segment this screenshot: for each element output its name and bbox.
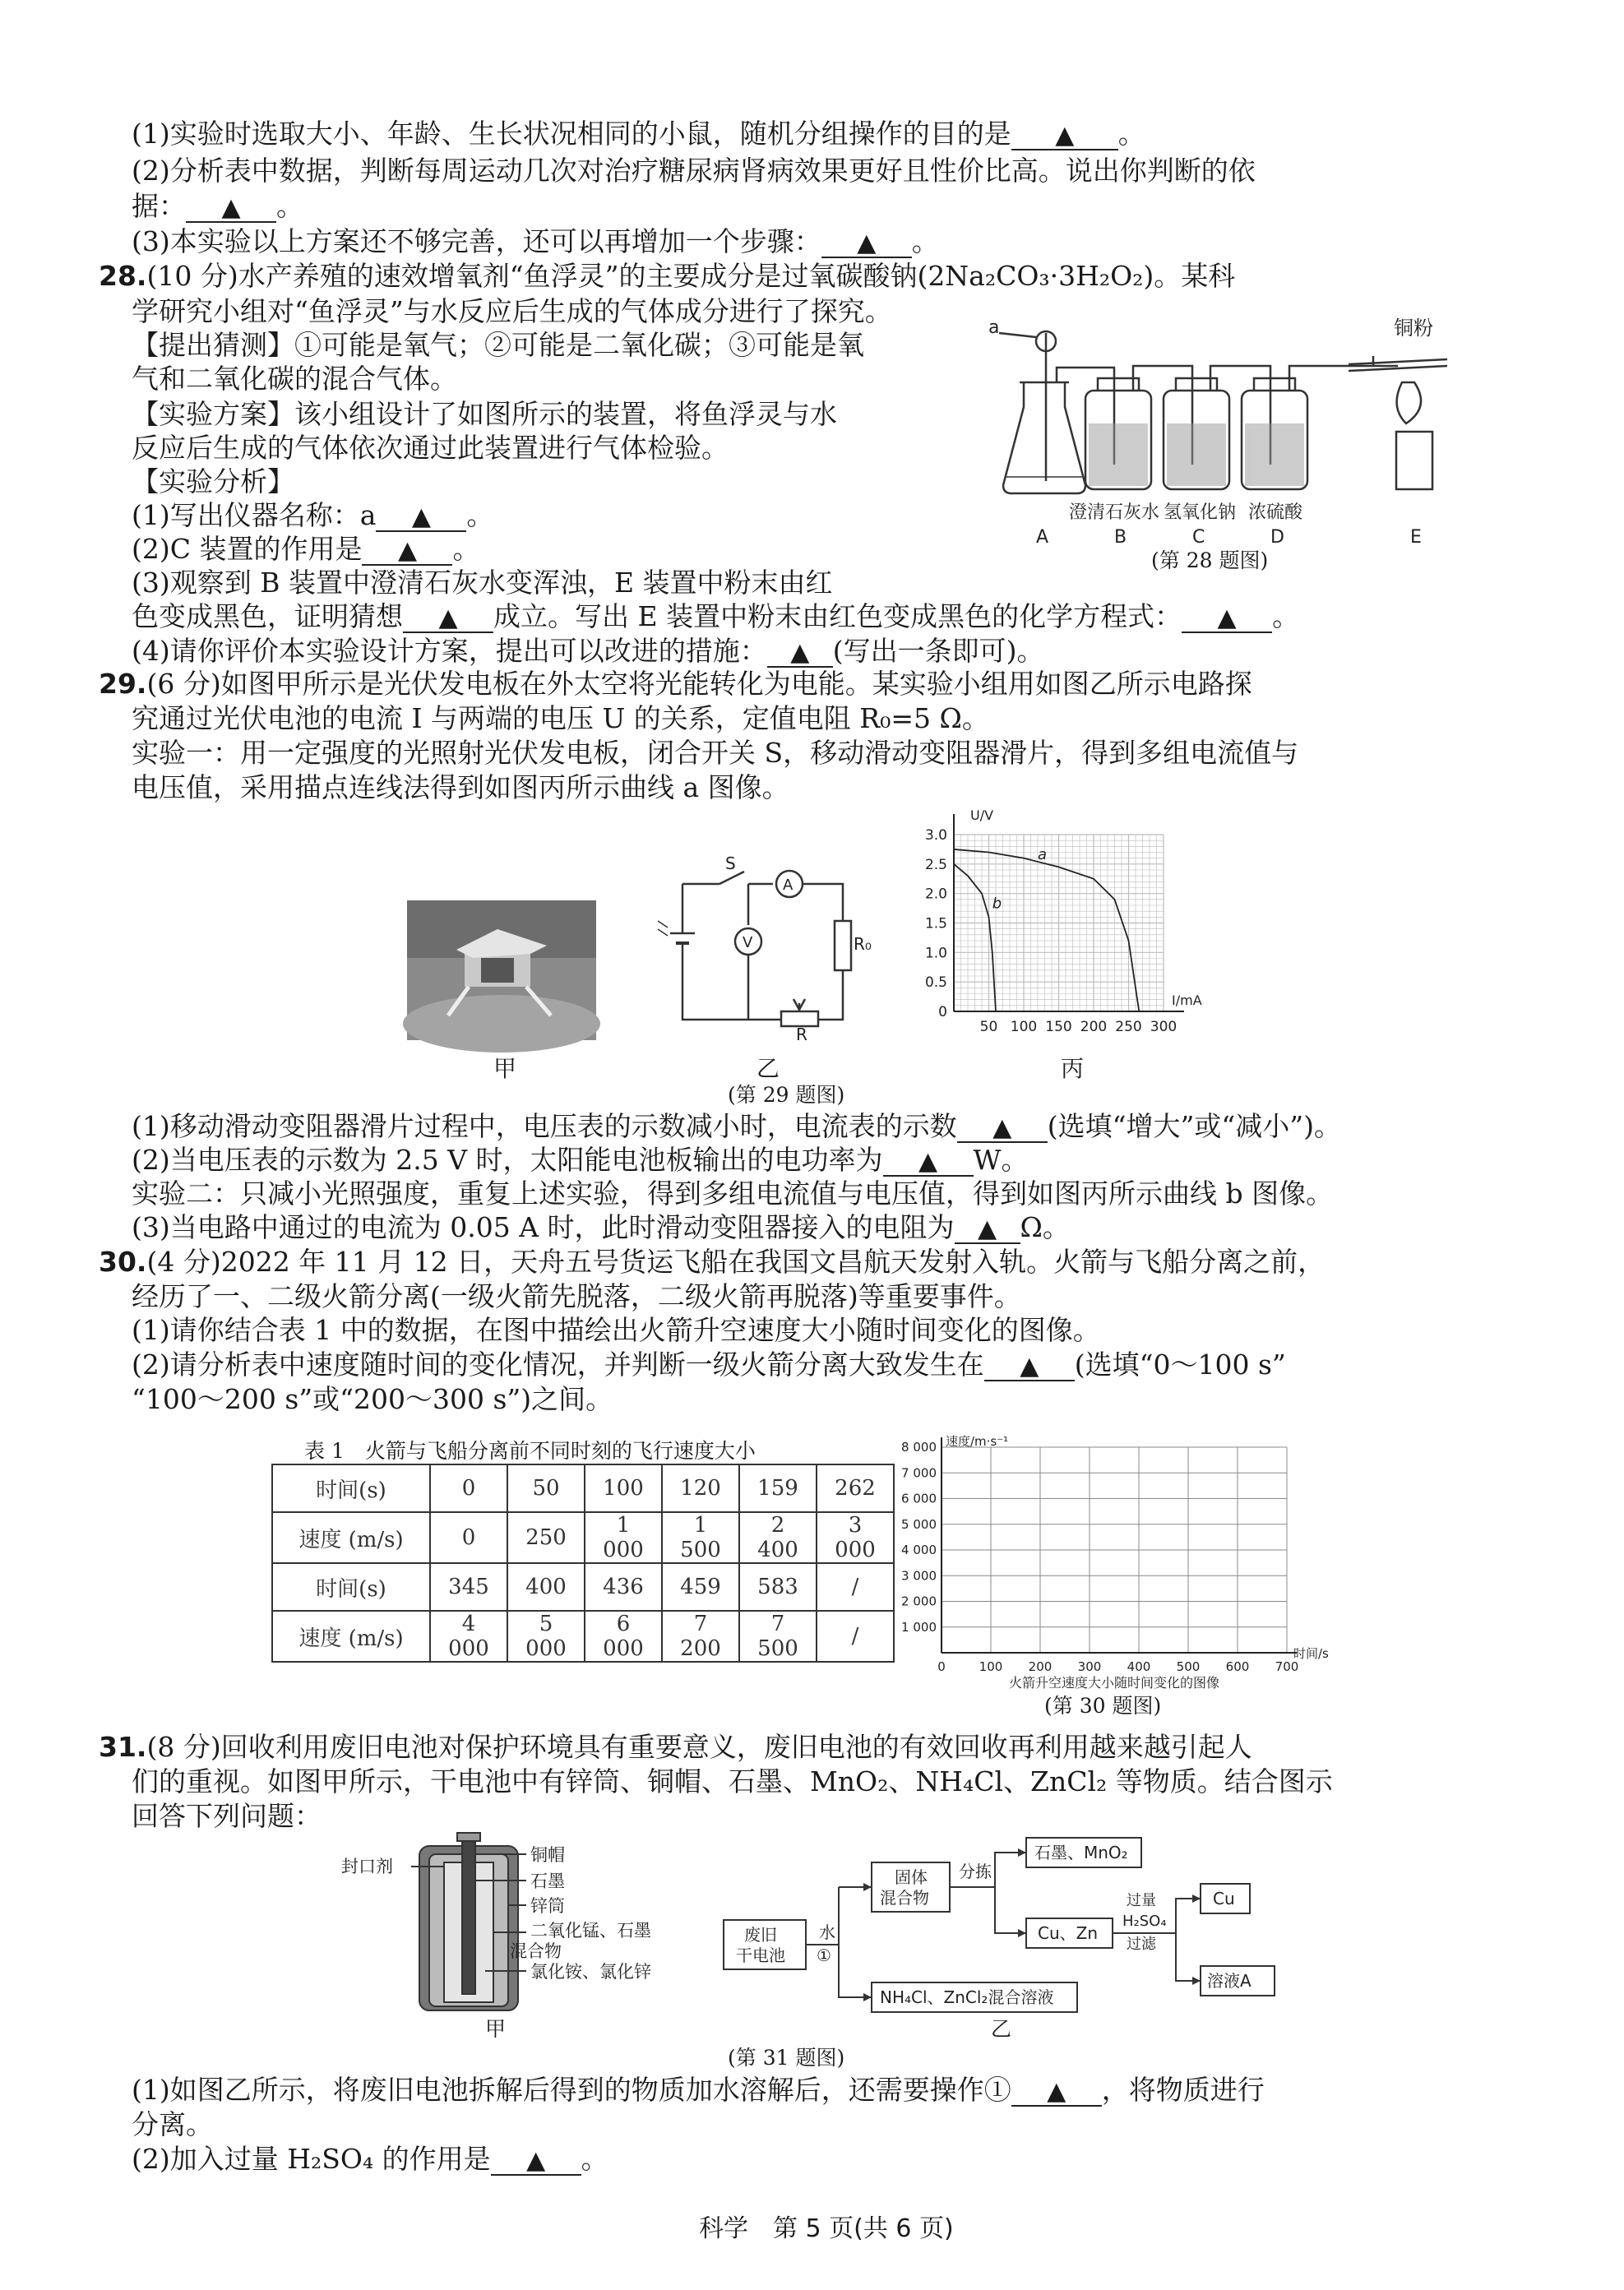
x-tick-label: 100 — [979, 1659, 1003, 1674]
q31-line3: 回答下列问题： — [132, 1800, 322, 1832]
q28-line6: 反应后生成的气体依次通过此装置进行气体检验。 — [132, 432, 729, 464]
q31-fig-jia: 甲 — [485, 2017, 507, 2041]
y-tick-label: 6 000 — [901, 1491, 937, 1506]
y-tick-label: 2.0 — [924, 886, 947, 903]
x-tick-label: 200 — [1028, 1659, 1053, 1674]
label-nh4cl: 氯化铵、氯化锌 — [530, 1962, 651, 1982]
label-a: a — [988, 317, 1000, 338]
answer-blank[interactable]: ▲ — [376, 502, 466, 532]
y-tick-label: 2.5 — [924, 856, 947, 873]
x-tick-label: 500 — [1176, 1659, 1201, 1674]
flow-water: 水 — [819, 1922, 835, 1942]
chart-title: 火箭升空速度大小随时间变化的图像 — [1008, 1675, 1220, 1691]
flow-solid1: 固体 — [895, 1867, 928, 1887]
y-tick-label: 7 000 — [901, 1465, 937, 1481]
flow-waste2: 干电池 — [736, 1945, 785, 1965]
q29-circuit-diagram — [658, 851, 872, 1044]
q29-line1: 29.(6 分)如图甲所示是光伏发电板在外太空将光能转化为电能。某实验小组用如图乙所示电路探 — [99, 668, 1252, 700]
answer-blank[interactable]: ▲ — [957, 1113, 1048, 1143]
q30-speed-table — [271, 1464, 895, 1663]
table-cell: 2 400 — [739, 1512, 817, 1563]
x-tick-label: 300 — [1077, 1659, 1102, 1674]
table-cell: 459 — [662, 1563, 739, 1611]
x-tick-label: 700 — [1275, 1659, 1299, 1674]
q30-line4: (2)请分析表中速度随时间的变化情况，并判断一级火箭分离大致发生在 ▲ (选填“0～100 s” — [132, 1349, 1286, 1381]
q31-line2: 们的重视。如图甲所示，干电池中有锌筒、铜帽、石墨、MnO₂、NH₄Cl、ZnCl₂ 等物质。结合图示 — [132, 1765, 1333, 1797]
table-cell: 4 000 — [430, 1611, 507, 1662]
q29-lander-photo — [407, 900, 596, 1040]
label-B: B — [1114, 527, 1127, 548]
answer-blank[interactable]: ▲ — [1011, 121, 1118, 150]
q27-line4: (3)本实验以上方案还不够完善，还可以再增加一个步骤： ▲ 。 — [132, 225, 939, 257]
q29-iv-chart — [913, 806, 1242, 1044]
answer-blank[interactable]: ▲ — [403, 604, 493, 633]
table-cell: 6 000 — [585, 1611, 662, 1662]
table-cell: 1 000 — [585, 1512, 662, 1563]
voltmeter-V: V — [743, 934, 753, 951]
table-cell: 时间(s) — [272, 1464, 430, 1512]
x-tick-label: 250 — [1115, 1019, 1142, 1035]
table-cell: 7 500 — [739, 1611, 817, 1662]
y-tick-label: 8 000 — [901, 1440, 937, 1455]
q31-battery-diagram — [329, 1830, 674, 2027]
flow-filter: 过滤 — [1127, 1936, 1156, 1953]
q31-caption: (第 31 题图) — [728, 2046, 845, 2070]
label-copper-cap: 铜帽 — [530, 1845, 565, 1865]
curve-a-label: a — [1038, 846, 1048, 864]
label-R: R — [796, 1025, 807, 1044]
label-D: D — [1270, 527, 1284, 548]
table-cell: 7 200 — [662, 1611, 739, 1662]
q29-caption: (第 29 题图) — [728, 1083, 845, 1107]
table-cell: 583 — [739, 1563, 817, 1611]
x-axis-label: 时间/s — [1293, 1646, 1329, 1661]
table-cell: 时间(s) — [272, 1563, 430, 1611]
flow-cu: Cu — [1213, 1889, 1235, 1908]
flow-excess: 过量 — [1127, 1892, 1156, 1909]
q31-flowchart — [715, 1830, 1307, 2027]
x-tick-label: 100 — [1010, 1019, 1038, 1035]
q28-line8: (1)写出仪器名称：a ▲ 。 — [132, 499, 494, 531]
q28-line2: 学研究小组对“鱼浮灵”与水反应后生成的气体成分进行了探究。 — [132, 295, 892, 327]
y-axis-label: U/V — [970, 807, 994, 823]
answer-blank[interactable]: ▲ — [362, 536, 452, 566]
y-tick-label: 0.5 — [924, 974, 947, 992]
q28-line3: 【提出猜测】①可能是氧气；②可能是二氧化碳；③可能是氧 — [132, 329, 864, 361]
y-tick-label: 1 000 — [901, 1619, 937, 1635]
label-R0: R₀ — [854, 934, 872, 954]
label-zinc: 锌筒 — [530, 1896, 565, 1916]
label-c-naoh: 氢氧化钠 — [1164, 502, 1237, 523]
q29-line8: (3)当电路中通过的电流为 0.05 A 时，此时滑动变阻器接入的电阻为 ▲ Ω。 — [132, 1211, 1070, 1243]
q30-line3: (1)请你结合表 1 中的数据，在图中描绘出火箭升空速度大小随时间变化的图像。 — [132, 1314, 1100, 1346]
table-cell: 0 — [430, 1464, 507, 1512]
q27-line3: 据： ▲ 。 — [132, 190, 303, 222]
table-cell: 0 — [430, 1512, 507, 1563]
q27-line1: (1)实验时选取大小、年龄、生长状况相同的小鼠，随机分组操作的目的是 ▲ 。 — [132, 118, 1145, 150]
q29-fig-yi: 乙 — [756, 1055, 780, 1082]
label-A: A — [1036, 527, 1049, 548]
y-tick-label: 3.0 — [924, 827, 947, 844]
q28-apparatus-figure — [987, 317, 1497, 555]
q31-line1: 31.(8 分)回收利用废旧电池对保护环境具有重要意义，废旧电池的有效回收再利用越来越引起人 — [99, 1731, 1252, 1763]
q30-line1: 30.(4 分)2022 年 11 月 12 日，天舟五号货运飞船在我国文昌航天发射入轨。火箭与飞船分离之前， — [99, 1246, 1326, 1278]
flow-waste1: 废旧 — [744, 1925, 777, 1945]
table-cell: 436 — [585, 1563, 662, 1611]
x-tick-label: 300 — [1150, 1019, 1178, 1035]
x-tick-label: 600 — [1225, 1659, 1250, 1674]
table-cell: 速度 (m/s) — [272, 1512, 430, 1563]
q29-line5: (1)移动滑动变阻器滑片过程中，电压表的示数减小时，电流表的示数 ▲ (选填“增大”或“减小”)。 — [132, 1110, 1341, 1142]
table-cell: 100 — [585, 1464, 662, 1512]
table-cell: 5 000 — [507, 1611, 585, 1662]
q30-speed-grid-chart — [884, 1427, 1329, 1691]
q29-line4: 电压值，采用描点连线法得到如图丙所示曲线 a 图像。 — [132, 771, 789, 803]
y-tick-label: 1.0 — [924, 945, 947, 962]
q28-line10: (3)观察到 B 装置中澄清石灰水变浑浊，E 装置中粉末由红 — [132, 567, 833, 599]
y-tick-label: 1.5 — [924, 915, 947, 932]
q29-line3: 实验一：用一定强度的光照射光伏发电板，闭合开关 S，移动滑动变阻器滑片，得到多组电流值与 — [132, 737, 1299, 769]
table-cell: 50 — [507, 1464, 585, 1512]
q28-line12: (4)请你评价本实验设计方案，提出可以改进的措施： ▲ (写出一条即可)。 — [132, 635, 1044, 667]
table-cell: 159 — [739, 1464, 817, 1512]
table-cell: 120 — [662, 1464, 739, 1512]
label-C: C — [1192, 527, 1205, 548]
table-row — [272, 1464, 894, 1512]
table-row — [272, 1512, 894, 1563]
flow-graphite-mno2: 石墨、MnO₂ — [1034, 1843, 1128, 1862]
x-axis-label: I/mA — [1172, 992, 1202, 1008]
x-tick-label: 400 — [1127, 1659, 1151, 1674]
label-S: S — [725, 854, 736, 873]
q29-line6: (2)当电压表的示数为 2.5 V 时，太阳能电池板输出的电功率为 ▲ W。 — [132, 1144, 1029, 1176]
q28-line7: 【实验分析】 — [132, 465, 294, 497]
table-cell: 400 — [507, 1563, 585, 1611]
label-mix: 二氧化锰、石墨 — [530, 1921, 651, 1941]
q30-line2: 经历了一、二级火箭分离(一级火箭先脱落，二级火箭再脱落)等重要事件。 — [132, 1280, 1021, 1312]
q31-line6: (2)加入过量 H₂SO₄ 的作用是 ▲ 。 — [132, 2143, 608, 2175]
table-row — [272, 1611, 894, 1662]
x-tick-label: 50 — [979, 1019, 998, 1035]
x-tick-label: 200 — [1080, 1019, 1108, 1035]
q28-caption: (第 28 题图) — [1151, 548, 1269, 572]
flow-solution-a: 溶液A — [1207, 1971, 1252, 1991]
y-axis-label: 速度/m·s⁻¹ — [946, 1434, 1009, 1449]
answer-blank[interactable]: ▲ — [984, 1352, 1075, 1381]
answer-blank[interactable]: ▲ — [1182, 604, 1272, 633]
label-b-limewater: 澄清石灰水 — [1069, 502, 1160, 523]
label-copper: 铜粉 — [1394, 317, 1433, 340]
table-row — [272, 1563, 894, 1611]
q30-table-title: 表 1 火箭与飞船分离前不同时刻的飞行速度大小 — [304, 1439, 756, 1463]
q28-line9: (2)C 装置的作用是 ▲ 。 — [132, 533, 480, 565]
table-cell: 250 — [507, 1512, 585, 1563]
flow-solid2: 混合物 — [880, 1888, 929, 1908]
label-graphite: 石墨 — [530, 1871, 565, 1891]
q30-line5: “100～200 s”或“200～300 s”)之间。 — [132, 1383, 613, 1415]
ammeter-A: A — [783, 877, 793, 894]
q31-line4: (1)如图乙所示，将废旧电池拆解后得到的物质加水溶解后，还需要操作① ▲ ，将物质进行 — [132, 2074, 1265, 2106]
answer-blank[interactable]: ▲ — [1011, 2077, 1102, 2107]
table-cell: 1 500 — [662, 1512, 739, 1563]
answer-blank[interactable]: ▲ — [767, 638, 833, 668]
label-seal: 封口剂 — [341, 1857, 393, 1876]
x-tick-label: 150 — [1045, 1019, 1072, 1035]
curve-b-label: b — [992, 895, 1002, 913]
q29-fig-jia: 甲 — [493, 1055, 517, 1082]
q28-line11: 色变成黑色，证明猜想 ▲ 成立。写出 E 装置中粉末由红色变成黑色的化学方程式： ▲ 。 — [132, 600, 1300, 632]
flow-sort: 分拣 — [959, 1862, 992, 1881]
x-tick-label: 0 — [937, 1659, 946, 1674]
y-tick-label: 5 000 — [901, 1516, 937, 1532]
answer-blank[interactable]: ▲ — [491, 2146, 581, 2176]
table-cell: 345 — [430, 1563, 507, 1611]
label-E: E — [1410, 527, 1422, 548]
flow-cu-zn: Cu、Zn — [1038, 1923, 1099, 1943]
q31-fig-yi: 乙 — [991, 2017, 1012, 2041]
table-cell: 262 — [817, 1464, 894, 1512]
q27-line2: (2)分析表中数据，判断每周运动几次对治疗糖尿病肾病效果更好且性价比高。说出你判断的依 — [132, 155, 1256, 187]
y-tick-label: 0 — [938, 1004, 947, 1020]
flow-step1: ① — [817, 1945, 831, 1965]
answer-blank[interactable]: ▲ — [883, 1147, 974, 1177]
answer-blank[interactable]: ▲ — [186, 193, 276, 223]
label-d-h2so4: 浓硫酸 — [1248, 502, 1303, 523]
y-tick-label: 3 000 — [901, 1568, 937, 1584]
table-cell: / — [817, 1611, 894, 1662]
flow-h2so4: H₂SO₄ — [1122, 1913, 1167, 1930]
answer-blank[interactable]: ▲ — [955, 1214, 1020, 1244]
q28-line1: 28.(10 分)水产养殖的速效增氧剂“鱼浮灵”的主要成分是过氧碳酸钠(2Na₂CO₃·3H₂O₂)。某科 — [99, 260, 1236, 292]
q29-fig-bing: 丙 — [1061, 1055, 1085, 1082]
label-mix2: 混合物 — [510, 1941, 562, 1961]
table-cell: / — [817, 1563, 894, 1611]
table-cell: 3 000 — [817, 1512, 894, 1563]
table-cell: 速度 (m/s) — [272, 1611, 430, 1662]
y-tick-label: 4 000 — [901, 1543, 937, 1557]
q28-line4: 气和二氧化碳的混合气体。 — [132, 363, 457, 395]
q29-line2: 究通过光伏电池的电流 I 与两端的电压 U 的关系，定值电阻 R₀=5 Ω。 — [132, 702, 989, 734]
answer-blank[interactable]: ▲ — [821, 229, 912, 258]
flow-mixed-solution: NH₄Cl、ZnCl₂混合溶液 — [880, 1987, 1054, 2007]
q29-line7: 实验二：只减小光照强度，重复上述实验，得到多组电流值与电压值，得到如图丙所示曲线 b 图像。 — [132, 1177, 1334, 1210]
y-tick-label: 2 000 — [901, 1594, 937, 1609]
q28-line5: 【实验方案】该小组设计了如图所示的装置，将鱼浮灵与水 — [132, 398, 837, 430]
q30-caption: (第 30 题图) — [1044, 1694, 1162, 1718]
q31-line5: 分离。 — [132, 2108, 213, 2140]
page-footer: 科学 第 5 页(共 6 页) — [699, 2214, 954, 2243]
